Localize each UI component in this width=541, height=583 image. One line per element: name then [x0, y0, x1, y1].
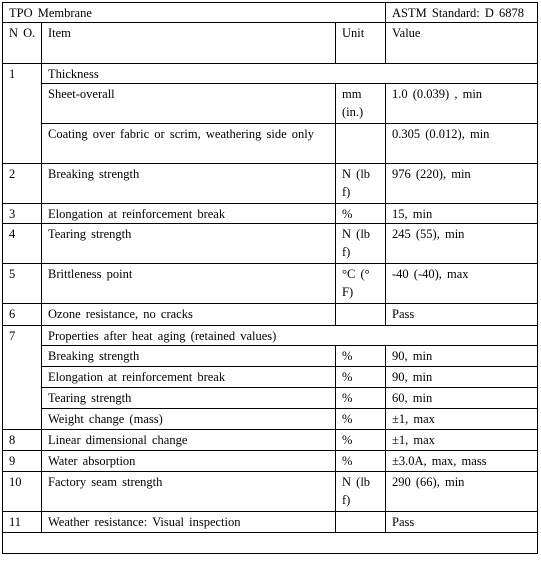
- column-header-row: [3, 23, 538, 64]
- row-number: 2: [3, 164, 42, 204]
- item-cell: Weight change (mass): [42, 409, 336, 430]
- value-cell: 1.0 (0.039) , min: [386, 84, 538, 124]
- table-row: [3, 451, 538, 472]
- blank-cell: [3, 533, 538, 554]
- table-row: [3, 124, 538, 164]
- item-cell: Weather resistance: Visual inspection: [42, 512, 336, 533]
- row-number: 3: [3, 204, 42, 224]
- table-row: [3, 346, 538, 367]
- header-row: [3, 3, 538, 23]
- item-cell: Factory seam strength: [42, 472, 336, 512]
- value-cell: 245 (55), min: [386, 224, 538, 264]
- unit-cell: %: [336, 346, 386, 367]
- row-number: 6: [3, 304, 42, 326]
- unit-cell: %: [336, 388, 386, 409]
- table-row: [3, 430, 538, 451]
- col-header-value: Value: [386, 23, 538, 64]
- unit-cell: N (lb f): [336, 224, 386, 264]
- item-cell: Breaking strength: [42, 164, 336, 204]
- item-cell: Ozone resistance, no cracks: [42, 304, 336, 326]
- blank-row: [3, 533, 538, 554]
- table-row: [3, 264, 538, 304]
- section-heading: Properties after heat aging (retained values): [42, 326, 538, 346]
- row-number: 7: [3, 326, 42, 430]
- value-cell: 290 (66), min: [386, 472, 538, 512]
- unit-cell: %: [336, 409, 386, 430]
- tpo-membrane-spec-table: [2, 2, 538, 554]
- row-number: 11: [3, 512, 42, 533]
- value-cell: Pass: [386, 304, 538, 326]
- value-cell: 976 (220), min: [386, 164, 538, 204]
- item-cell: Linear dimensional change: [42, 430, 336, 451]
- item-cell: Breaking strength: [42, 346, 336, 367]
- item-cell: Elongation at reinforcement break: [42, 367, 336, 388]
- value-cell: -40 (-40), max: [386, 264, 538, 304]
- table-row: [3, 164, 538, 204]
- item-cell: Water absorption: [42, 451, 336, 472]
- unit-cell: N (lb f): [336, 472, 386, 512]
- item-cell: Elongation at reinforcement break: [42, 204, 336, 224]
- unit-cell: [336, 512, 386, 533]
- unit-cell: %: [336, 204, 386, 224]
- value-cell: ±1, max: [386, 430, 538, 451]
- unit-cell: °C (° F): [336, 264, 386, 304]
- value-cell: 0.305 (0.012), min: [386, 124, 538, 164]
- item-cell: Tearing strength: [42, 388, 336, 409]
- col-header-item: Item: [42, 23, 336, 64]
- value-cell: 90, min: [386, 367, 538, 388]
- unit-cell: mm (in.): [336, 84, 386, 124]
- table-row: [3, 84, 538, 124]
- table-row: [3, 409, 538, 430]
- unit-cell: [336, 124, 386, 164]
- col-header-no: N O.: [3, 23, 42, 64]
- table-row: [3, 326, 538, 346]
- table-row: [3, 224, 538, 264]
- value-cell: ±1, max: [386, 409, 538, 430]
- item-cell: Brittleness point: [42, 264, 336, 304]
- unit-cell: [336, 304, 386, 326]
- membrane-title: TPO Membrane: [3, 3, 386, 23]
- table-row: [3, 367, 538, 388]
- table-row: [3, 204, 538, 224]
- section-heading: Thickness: [42, 64, 538, 84]
- unit-cell: %: [336, 367, 386, 388]
- row-number: 1: [3, 64, 42, 164]
- value-cell: ±3.0A, max, mass: [386, 451, 538, 472]
- standard-title: ASTM Standard: D 6878: [386, 3, 538, 23]
- spec-table-container: [2, 2, 538, 554]
- row-number: 5: [3, 264, 42, 304]
- table-row: [3, 64, 538, 84]
- unit-cell: N (lb f): [336, 164, 386, 204]
- table-row: [3, 304, 538, 326]
- item-cell: Sheet-overall: [42, 84, 336, 124]
- value-cell: 15, min: [386, 204, 538, 224]
- item-cell: Tearing strength: [42, 224, 336, 264]
- unit-cell: %: [336, 430, 386, 451]
- item-cell: Coating over fabric or scrim, weathering side only: [42, 124, 336, 164]
- value-cell: 90, min: [386, 346, 538, 367]
- col-header-unit: Unit: [336, 23, 386, 64]
- table-row: [3, 512, 538, 533]
- row-number: 9: [3, 451, 42, 472]
- unit-cell: %: [336, 451, 386, 472]
- table-row: [3, 388, 538, 409]
- value-cell: 60, min: [386, 388, 538, 409]
- row-number: 10: [3, 472, 42, 512]
- table-row: [3, 472, 538, 512]
- value-cell: Pass: [386, 512, 538, 533]
- row-number: 8: [3, 430, 42, 451]
- row-number: 4: [3, 224, 42, 264]
